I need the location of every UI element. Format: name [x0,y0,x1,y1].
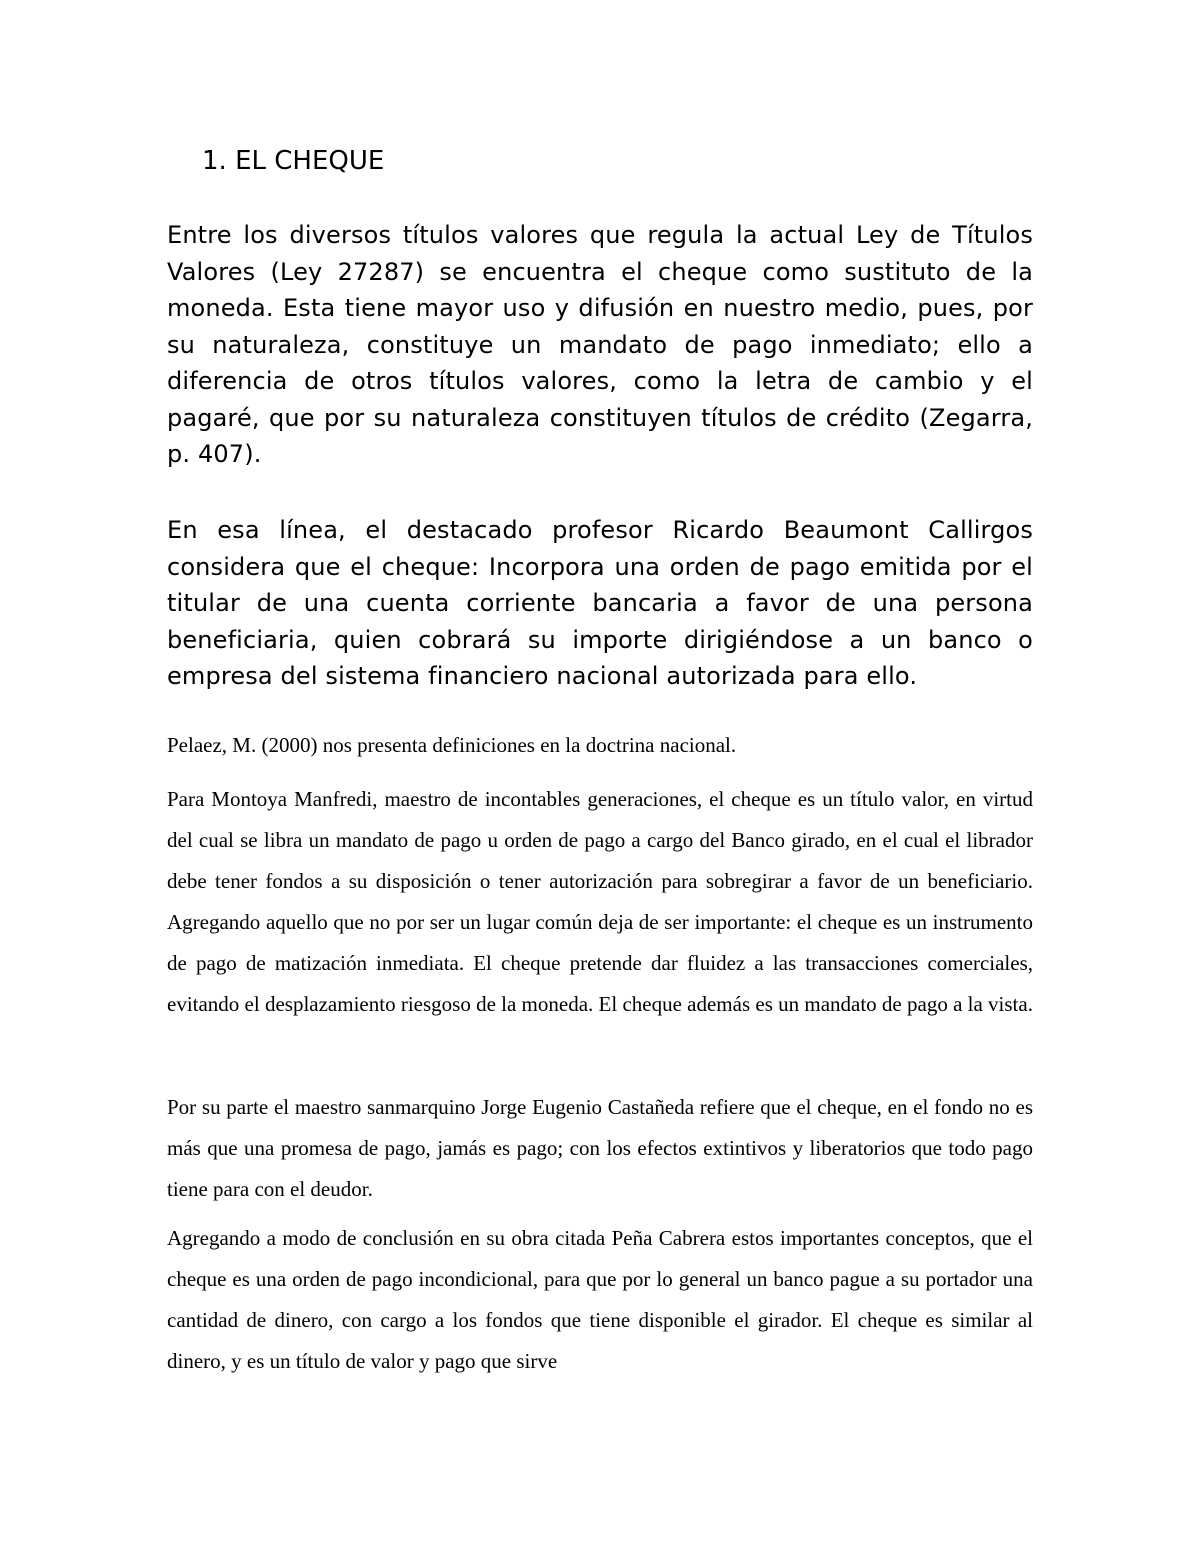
page-title: 1. EL CHEQUE [202,146,385,176]
paragraph-castaneda: Por su parte el maestro sanmarquino Jorge Eugenio Castañeda refiere que el cheque, en el fondo no es más que una promesa de pago, jamás es pago; con los efectos extintivos y liberatorios que todo pago tiene para con el deudor. [167,1095,1033,1201]
paragraph-beaumont: En esa línea, el destacado profesor Ricardo Beaumont Callirgos considera que el cheque: Incorpora una orden de pago emitida por el titular de una cuenta corriente bancaria a favor de una persona beneficiaria, quien cobrará su importe dirigiéndose a un banco o empresa del sistema financiero nacional autorizada para ello. [167,516,1033,690]
paragraph-intro: Entre los diversos títulos valores que regula la actual Ley de Títulos Valores (Ley 27287) se encuentra el cheque como sustituto de la moneda. Esta tiene mayor uso y difusión en nuestro medio, pues, por su naturaleza, constituye un mandato de pago inmediato; ello a diferencia de otros títulos valores, como la letra de cambio y el pagaré, que por su naturaleza constituyen títulos de crédito (Zegarra, p. 407). [167,221,1033,468]
paragraph-conclusion: Agregando a modo de conclusión en su obra citada Peña Cabrera estos importantes conceptos, que el cheque es una orden de pago incondicional, para que por lo general un banco pague a su portador una cantidad de dinero, con cargo a los fondos que tiene disponible el girador. El cheque es similar al dinero, y es un título de valor y pago que sirve [167,1226,1033,1373]
paragraph-montoya: Para Montoya Manfredi, maestro de incontables generaciones, el cheque es un título valor, en virtud del cual se libra un mandato de pago u orden de pago a cargo del Banco girado, en el cual el librador debe tener fondos a su disposición o tener autorización para sobregirar a favor de un beneficiario. Agregando aquello que no por ser un lugar común deja de ser importante: el cheque es un instrumento de pago de matización inmediata. El cheque pretende dar fluidez a las transacciones comerciales, evitando el desplazamiento riesgoso de la moneda. El cheque además es un mandato de pago a la vista. [167,787,1033,1016]
paragraph-pelaez: Pelaez, M. (2000) nos presenta definiciones en la doctrina nacional. [167,733,737,757]
